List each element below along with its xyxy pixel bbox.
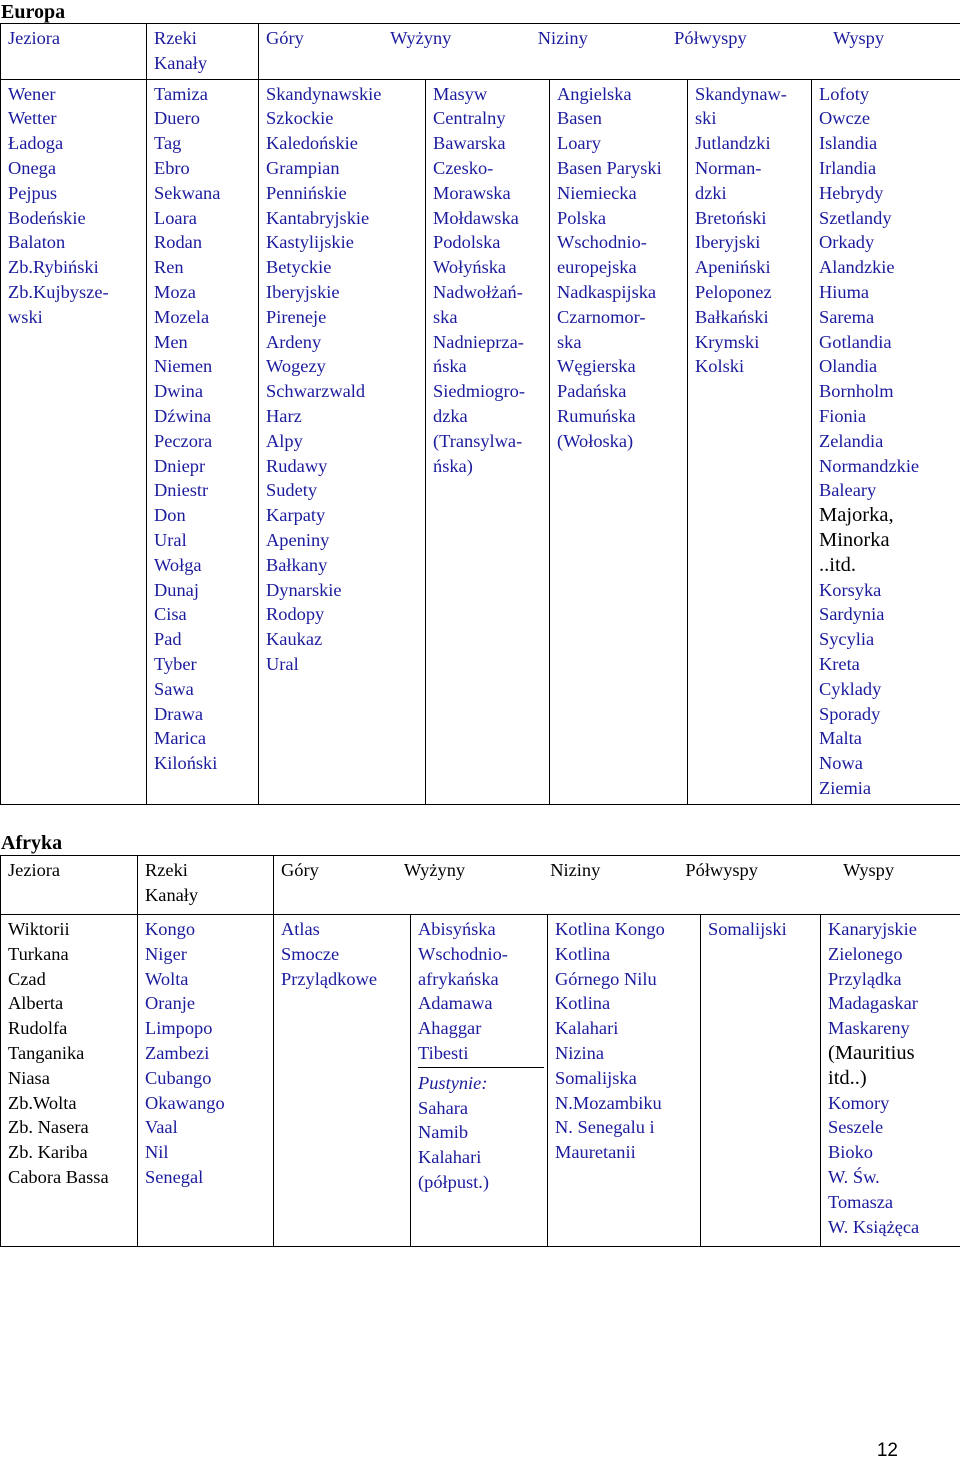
- list-item: Pejpus: [8, 182, 58, 203]
- page-number: 12: [876, 1440, 898, 1461]
- europe-rivers-cell: [147, 79, 259, 804]
- list-item: Betyckie: [266, 257, 332, 278]
- list-item: Wyżyny: [403, 860, 466, 880]
- list-item: Ural: [154, 529, 187, 550]
- list-item: Bioko: [828, 1142, 873, 1163]
- list-item: Islandia: [819, 133, 878, 154]
- list-item: Wyspy: [833, 28, 885, 48]
- list-item: Bawarska: [433, 133, 506, 154]
- list-item: Tomasza: [828, 1191, 894, 1212]
- list-item: Rodopy: [266, 604, 325, 625]
- list-item: Turkana: [8, 943, 69, 964]
- list-item: Bodeńskie: [8, 207, 86, 228]
- list-item: Harz: [266, 405, 302, 426]
- list-item: Hebrydy: [819, 182, 884, 203]
- list-item: dzki: [695, 182, 727, 203]
- list-item: Zb.Kujbysze-: [8, 281, 109, 302]
- list-item: ski: [695, 108, 717, 129]
- header-labels: [266, 26, 954, 51]
- list-item: Lofoty: [819, 83, 870, 104]
- list-item: Angielska: [557, 83, 632, 104]
- list-item: Bornholm: [819, 381, 894, 402]
- list-item: Adamawa: [418, 993, 493, 1014]
- list-item: Podolska: [433, 232, 501, 253]
- list-item: Masyw: [433, 83, 488, 104]
- list-item: (półpust.): [418, 1171, 490, 1192]
- list-item: Bretoński: [695, 207, 767, 228]
- list-item: Limpopo: [145, 1018, 213, 1039]
- list-item: Rudolfa: [8, 1018, 68, 1039]
- africa-title: Afryka: [1, 832, 63, 854]
- list-item: Polska: [557, 207, 607, 228]
- list-item: Niziny: [550, 860, 601, 880]
- list-item: Kotlina Kongo: [555, 919, 665, 939]
- list-item: Fionia: [819, 405, 867, 426]
- list-item: Niasa: [8, 1067, 50, 1088]
- list-item: ska: [557, 331, 582, 352]
- deserts-divider: [418, 1067, 544, 1068]
- list-item: Niemiecka: [557, 182, 637, 203]
- africa-lowlands-cell: [548, 915, 701, 1247]
- list-item: Góry: [266, 28, 304, 48]
- list-item: Vaal: [145, 1117, 178, 1138]
- list-item: Normandzkie: [819, 455, 920, 476]
- list-item: Rzeki: [145, 860, 188, 880]
- list-item: Balaton: [8, 232, 66, 253]
- africa-table: [0, 855, 960, 1247]
- africa-data-row: [1, 915, 960, 1247]
- list-item: Namib: [418, 1122, 469, 1143]
- list-item: Kiloński: [154, 753, 218, 774]
- europe-islands-cell: [812, 79, 960, 804]
- list-item: Hiuma: [819, 281, 870, 302]
- list-item: Senegal: [145, 1166, 204, 1187]
- list-item: Kastylijskie: [266, 232, 354, 253]
- list-item: Siedmiogro-: [433, 381, 525, 402]
- list-item: Rzeki: [154, 28, 197, 48]
- list-item: europejska: [557, 257, 637, 278]
- list-item: Pireneje: [266, 306, 327, 327]
- list-item: Kotlina: [555, 943, 611, 964]
- list-item: (Wołoska): [557, 430, 634, 451]
- list-item: Skandynawskie: [266, 83, 382, 104]
- list-item: W. Św.: [828, 1166, 880, 1187]
- list-item: Wschodnio-: [418, 943, 508, 964]
- europe-uplands-cell: [426, 79, 550, 804]
- list-item: Basen: [557, 108, 602, 129]
- list-item: Nil: [145, 1142, 169, 1163]
- list-item: Nadnieprza-: [433, 331, 524, 352]
- list-item: Cyklady: [819, 678, 882, 699]
- list-item: Majorka,: [819, 504, 894, 527]
- list-item: Sarema: [819, 306, 875, 327]
- africa-islands-cell: [821, 915, 960, 1247]
- list-item: Wiktorii: [8, 919, 70, 939]
- list-item: Rumuńska: [557, 405, 636, 426]
- list-item: Ładoga: [8, 133, 64, 154]
- list-item: Zambezi: [145, 1042, 210, 1063]
- list-item: Ebro: [154, 157, 190, 178]
- list-item: Loary: [557, 133, 601, 154]
- list-item: Kanały: [154, 52, 208, 73]
- list-item: Wołga: [154, 554, 202, 575]
- list-item: N. Senegalu i: [555, 1117, 655, 1138]
- list-item: Minorka: [819, 528, 890, 551]
- list-item: Tamiza: [154, 83, 208, 104]
- europe-header-rest: [259, 24, 960, 80]
- list-item: Bałkany: [266, 554, 328, 575]
- list-item: ska: [433, 306, 458, 327]
- list-item: Zb.Rybiński: [8, 257, 99, 278]
- africa-rivers-cell: [138, 915, 274, 1247]
- list-item: Kaukaz: [266, 629, 323, 650]
- list-item: N.Mozambiku: [555, 1092, 662, 1113]
- list-item: Wschodnio-: [557, 232, 647, 253]
- list-item: ..itd.: [819, 553, 857, 576]
- list-item: Kanały: [145, 884, 199, 905]
- list-item: Basen Paryski: [557, 157, 662, 178]
- list-item: Dunaj: [154, 579, 199, 600]
- list-item: Dniestr: [154, 480, 209, 501]
- list-item: Góry: [281, 860, 319, 880]
- list-item: Tanganika: [8, 1042, 85, 1063]
- list-item: afrykańska: [418, 968, 499, 989]
- list-item: Wener: [8, 83, 56, 104]
- list-item: Sardynia: [819, 604, 885, 625]
- europe-header-lakes: [1, 24, 147, 80]
- europe-header-row: [1, 24, 960, 80]
- list-item: Oranje: [145, 993, 196, 1014]
- list-item: Irlandia: [819, 157, 877, 178]
- list-item: Dźwina: [154, 405, 212, 426]
- list-item: Okawango: [145, 1092, 225, 1113]
- list-item: Kalahari: [418, 1147, 482, 1168]
- list-item: Sudety: [266, 480, 318, 501]
- africa-uplands-cell: [411, 915, 548, 1247]
- list-item: Komory: [828, 1092, 890, 1113]
- list-item: Zb. Nasera: [8, 1117, 89, 1138]
- list-item: Atlas: [281, 919, 320, 939]
- list-item: Kantabryjskie: [266, 207, 370, 228]
- list-item: Sekwana: [154, 182, 221, 203]
- africa-lakes-cell: [1, 915, 138, 1247]
- list-item: Alpy: [266, 430, 303, 451]
- list-item: Olandia: [819, 356, 878, 377]
- list-item: Alandzkie: [819, 257, 895, 278]
- europe-header-rivers: [147, 24, 259, 80]
- list-item: Moza: [154, 281, 196, 302]
- list-item: Duero: [154, 108, 200, 129]
- list-item: Padańska: [557, 381, 627, 402]
- list-item: Apeniński: [695, 257, 771, 278]
- europe-mountains-cell: [259, 79, 426, 804]
- list-item: Kaledońskie: [266, 133, 358, 154]
- list-item: Kotlina: [555, 993, 611, 1014]
- europe-data-row: [1, 79, 960, 804]
- list-item: Smocze: [281, 943, 340, 964]
- list-item: Nowa: [819, 753, 863, 774]
- list-item: Czesko-: [433, 157, 494, 178]
- list-item: Cisa: [154, 604, 187, 625]
- list-item: Alberta: [8, 993, 64, 1014]
- list-item: Men: [154, 331, 188, 352]
- list-item: Tibesti: [418, 1042, 469, 1063]
- africa-header-lakes: [1, 856, 138, 915]
- list-item: Niemen: [154, 356, 213, 377]
- list-item: W. Książęca: [828, 1216, 920, 1237]
- list-item: Nadkaspijska: [557, 281, 657, 302]
- list-item: Zb.Wolta: [8, 1092, 77, 1113]
- list-item: Marica: [154, 728, 207, 749]
- list-item: Półwyspy: [685, 860, 758, 880]
- list-item: Jutlandzki: [695, 133, 771, 154]
- list-item: ńska: [433, 356, 467, 377]
- africa-peninsulas-cell: [701, 915, 821, 1247]
- list-item: Maskareny: [828, 1018, 910, 1039]
- list-item: dzka: [433, 405, 468, 426]
- list-item: Madagaskar: [828, 993, 918, 1014]
- list-item: Onega: [8, 157, 56, 178]
- europe-lakes-cell: [1, 79, 147, 804]
- list-item: Centralny: [433, 108, 506, 129]
- list-item: Baleary: [819, 480, 877, 501]
- list-item: Tag: [154, 133, 182, 154]
- list-item: Szetlandy: [819, 207, 892, 228]
- list-item: Mauretanii: [555, 1142, 636, 1163]
- list-item: Dwina: [154, 381, 204, 402]
- list-item: Krymski: [695, 331, 760, 352]
- africa-header-rest: [274, 856, 960, 915]
- list-item: Peloponez: [695, 281, 772, 302]
- list-item: Pad: [154, 629, 182, 650]
- europe-title: Europa: [1, 1, 66, 23]
- list-item: Cabora Bassa: [8, 1166, 109, 1187]
- europe-table: [0, 23, 960, 805]
- list-item: Rodan: [154, 232, 203, 253]
- list-item: Wołyńska: [433, 257, 507, 278]
- list-item: Węgierska: [557, 356, 636, 377]
- list-item: Sycylia: [819, 629, 875, 650]
- list-item: Iberyjski: [695, 232, 761, 253]
- list-item: Mozela: [154, 306, 210, 327]
- list-item: Wolta: [145, 968, 189, 989]
- list-item: Dniepr: [154, 455, 206, 476]
- list-item: itd..): [828, 1066, 867, 1089]
- list-item: Mołdawska: [433, 207, 519, 228]
- list-item: Nadwołżań-: [433, 281, 523, 302]
- list-item: Kolski: [695, 356, 745, 377]
- list-item: Ural: [266, 653, 299, 674]
- list-item: Zelandia: [819, 430, 884, 451]
- list-item: Bałkański: [695, 306, 769, 327]
- list-item: Ardeny: [266, 331, 322, 352]
- list-item: Somalijska: [555, 1067, 637, 1088]
- list-item: Cubango: [145, 1067, 212, 1088]
- list-item: Niziny: [537, 28, 588, 48]
- list-item: Kreta: [819, 653, 860, 674]
- list-item: Gotlandia: [819, 331, 892, 352]
- list-item: Jeziora: [8, 28, 61, 48]
- list-item: Przylądka: [828, 968, 902, 989]
- list-item: Sawa: [154, 678, 194, 699]
- list-item: (Mauritius: [828, 1041, 915, 1064]
- list-item: Kanaryjskie: [828, 919, 917, 939]
- list-item: Ahaggar: [418, 1018, 482, 1039]
- africa-header-row: [1, 856, 960, 915]
- list-item: Kalahari: [555, 1018, 619, 1039]
- list-item: Rudawy: [266, 455, 328, 476]
- list-item: Zb. Kariba: [8, 1142, 88, 1163]
- list-item: Owcze: [819, 108, 871, 129]
- list-item: ńska): [433, 455, 473, 476]
- list-item: Don: [154, 505, 186, 526]
- list-item: Malta: [819, 728, 862, 749]
- list-item: Jeziora: [8, 860, 61, 880]
- list-item: Seszele: [828, 1117, 884, 1138]
- list-item: Szkockie: [266, 108, 334, 129]
- list-item: Tyber: [154, 653, 197, 674]
- list-item: Dynarskie: [266, 579, 342, 600]
- list-item: Zielonego: [828, 943, 903, 964]
- europe-lowlands-cell: [550, 79, 688, 804]
- list-item: (Transylwa-: [433, 430, 523, 451]
- list-item: Sporady: [819, 703, 881, 724]
- list-item: Niger: [145, 943, 187, 964]
- africa-header-rivers: [138, 856, 274, 915]
- list-item: Skandynaw-: [695, 83, 787, 104]
- list-item: Półwyspy: [674, 28, 747, 48]
- list-item: Ziemia: [819, 777, 872, 798]
- list-item: Drawa: [154, 703, 204, 724]
- list-item: Czarnomor-: [557, 306, 646, 327]
- list-item: wski: [8, 306, 43, 327]
- list-item: Orkady: [819, 232, 875, 253]
- header-labels: [281, 858, 954, 883]
- list-item: Wyspy: [843, 860, 895, 880]
- list-item: Korsyka: [819, 579, 882, 600]
- list-item: Pennińskie: [266, 182, 347, 203]
- list-item: Górnego Nilu: [555, 968, 657, 989]
- list-item: Nizina: [555, 1042, 605, 1063]
- list-item: Norman-: [695, 157, 762, 178]
- list-item: Wogezy: [266, 356, 326, 377]
- list-item: Karpaty: [266, 505, 326, 526]
- list-item: Loara: [154, 207, 197, 228]
- list-item: Wetter: [8, 108, 57, 129]
- list-item: Ren: [154, 257, 184, 278]
- list-item: Kongo: [145, 919, 196, 939]
- list-item: Czad: [8, 968, 46, 989]
- list-item: Abisyńska: [418, 919, 496, 939]
- list-item: Peczora: [154, 430, 213, 451]
- africa-mountains-cell: [274, 915, 411, 1247]
- list-item: Apeniny: [266, 529, 330, 550]
- list-item: Sahara: [418, 1097, 469, 1118]
- deserts-label: Pustynie:: [418, 1072, 488, 1093]
- list-item: Somalijski: [708, 919, 787, 939]
- list-item: Morawska: [433, 182, 511, 203]
- list-item: Schwarzwald: [266, 381, 366, 402]
- europe-peninsulas-cell: [688, 79, 812, 804]
- list-item: Wyżyny: [390, 28, 452, 48]
- list-item: Iberyjskie: [266, 281, 340, 302]
- list-item: Grampian: [266, 157, 340, 178]
- list-item: Przylądkowe: [281, 968, 378, 989]
